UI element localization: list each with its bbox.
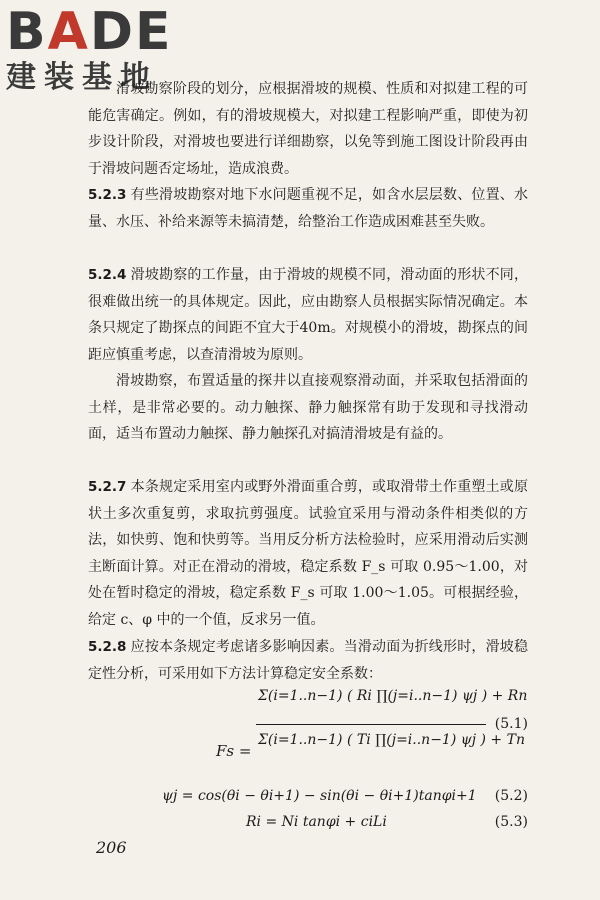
equation-body: ψj = cos(θi − θi+1) − sin(θi − θi+1)tanφi+1: [162, 788, 477, 804]
equation-label: (5.3): [494, 814, 528, 830]
equation-5-2: [88, 788, 528, 814]
paragraph-investigation: 滑坡勘察，布置适量的探井以直接观察滑动面，并采取包括滑面的土样，是非常必要的。动力触探、静力触探常有助于发现和寻找滑动面，适当布置动力触探、静力触探孔对搞清滑坡是有益的。: [88, 373, 528, 442]
logo-subtitle: 建装基地: [6, 60, 158, 95]
section-number: 5.2.8: [88, 639, 127, 655]
equation-denominator: Σ(i=1..n−1) ( Ti ∏(j=i..n−1) ψj ) + Tn: [258, 732, 525, 748]
paragraph-intro: 滑坡勘察阶段的划分，应根据滑坡的规模、性质和对拟建工程的可能危害确定。例如，有的滑坡规模大，对拟建工程影响严重，即使为初步设计阶段，对滑坡也要进行详细勘察，以免等到施工图设计阶段再由于滑坡问题否定场址，造成浪费。: [88, 81, 528, 177]
section-5-2-3: [88, 182, 528, 235]
equation-label: (5.1): [494, 716, 528, 732]
page-number: 206: [96, 838, 127, 857]
section-text: 滑坡勘察的工作量，由于滑坡的规模不同，滑动面的形状不同，很难做出统一的具体规定。因此，应由勘察人员根据实际情况确定。本条只规定了勘探点的间距不宜大于40m。对规模小的滑坡，勘探点的间距应慎重考虑，以查清滑坡为原则。: [88, 267, 528, 363]
fraction-line: [256, 724, 486, 725]
section-number: 5.2.3: [88, 187, 127, 203]
section-5-2-4: [88, 262, 528, 368]
logo-brand: BADE: [6, 2, 173, 62]
equation-body: Ri = Ni tanφi + ciLi: [246, 814, 387, 830]
equation-numerator: Σ(i=1..n−1) ( Ri ∏(j=i..n−1) ψj ) + Rn: [258, 688, 528, 704]
equation-lhs: Fs =: [216, 742, 252, 760]
equation-5-3: [88, 814, 528, 840]
section-number: 5.2.4: [88, 267, 127, 283]
section-text: 有些滑坡勘察对地下水问题重视不足，如含水层层数、位置、水量、水压、补给来源等未搞清楚，给整治工作造成困难甚至失败。: [88, 187, 528, 230]
section-5-2-8: [88, 634, 528, 687]
equation-label: (5.2): [494, 788, 528, 804]
section-text: 本条规定采用室内或野外滑面重合剪，或取滑带土作重塑土或原状土多次重复剪，求取抗剪强度。试验宜采用与滑动条件相类似的方法，如快剪、饱和快剪等。当用反分析方法检验时，应采用滑动后实测主断面计算。对正在滑动的滑坡，稳定系数 F_s 可取 0.95～1.00，对处在暂时稳定的滑坡，稳定系数 F_s 可取 1.00～1.05。可根据经验，给定 c、φ 中的一个值，反求另一值。: [88, 479, 528, 628]
equation-5-1: [88, 686, 528, 786]
section-5-2-7: [88, 474, 528, 633]
section-number: 5.2.7: [88, 479, 127, 495]
section-text: 应按本条规定考虑诸多影响因素。当滑动面为折线形时，滑坡稳定性分析，可采用如下方法计算稳定安全系数：: [88, 639, 528, 682]
